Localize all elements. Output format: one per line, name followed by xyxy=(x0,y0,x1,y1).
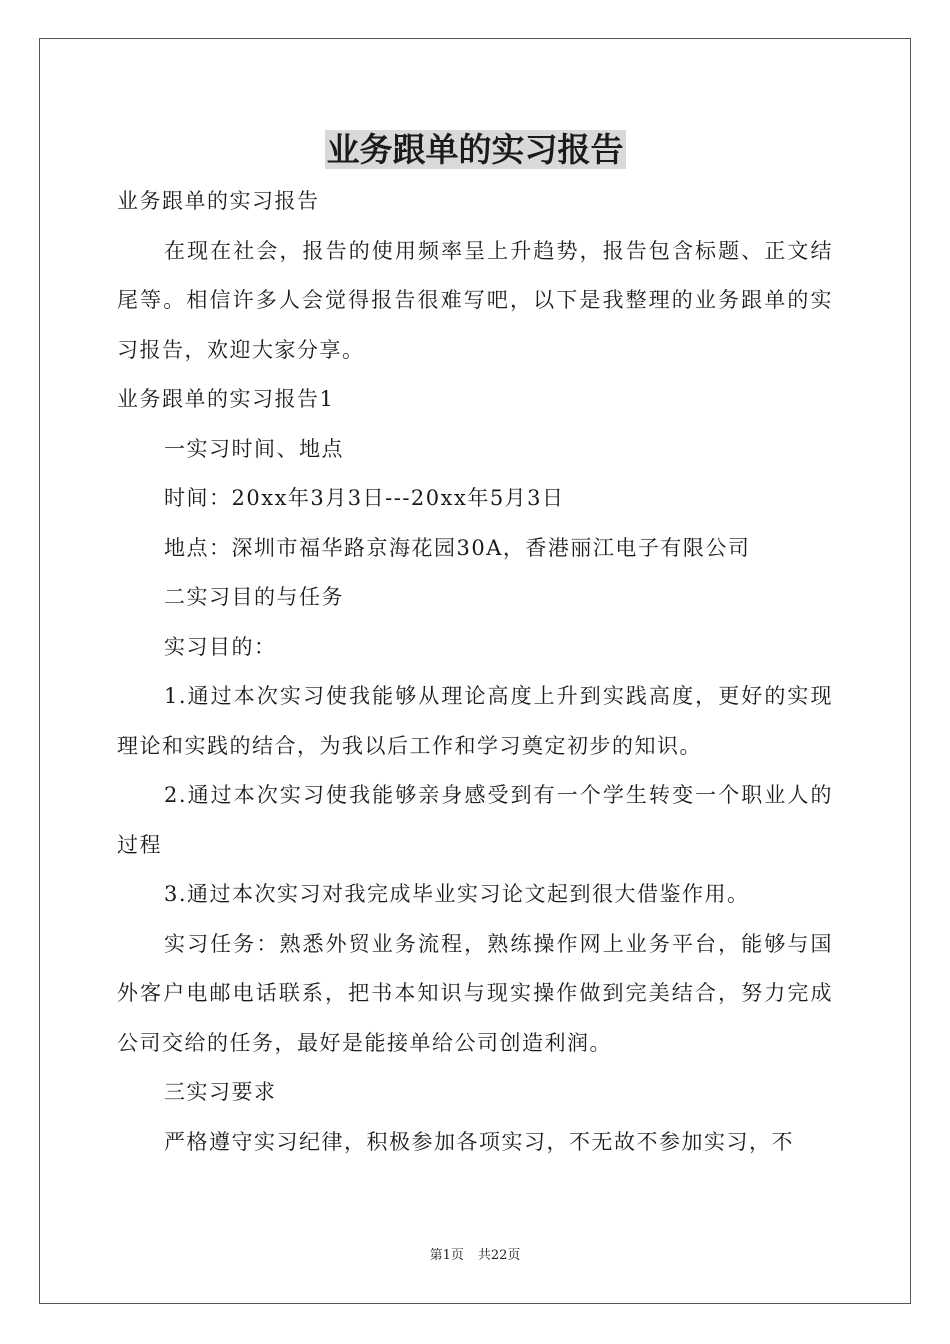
paragraph-requirements: 严格遵守实习纪律，积极参加各项实习，不无故不参加实习，不 xyxy=(164,1129,794,1154)
paragraph-time: 时间：20xx年3月3日---20xx年5月3日 xyxy=(164,486,565,510)
section-heading-requirements: 三实习要求 xyxy=(164,1080,277,1104)
page-footer xyxy=(0,1246,950,1266)
section-heading-purpose-tasks: 二实习目的与任务 xyxy=(164,585,344,609)
section-heading-time-place: 一实习时间、地点 xyxy=(164,436,344,461)
paragraph-tasks: 实习任务：熟悉外贸业务流程，熟练操作网上业务平台，能够与国外客户电邮电话联系，把书本知识与现实操作做到完美结合，努力完成公司交给的任务，最好是能接单给公司创造利润。 xyxy=(117,931,833,1055)
paragraph-purpose-3: 3.通过本次实习对我完成毕业实习论文起到很大借鉴作用。 xyxy=(164,882,750,906)
document-body xyxy=(117,177,833,1167)
paragraph-intro: 在现在社会，报告的使用频率呈上升趋势，报告包含标题、正文结尾等。相信许多人会觉得报告很难写吧，以下是我整理的业务跟单的实习报告，欢迎大家分享。 xyxy=(117,238,833,362)
paragraph-subtitle: 业务跟单的实习报告 xyxy=(117,189,320,213)
paragraph-purpose-2: 2.通过本次实习使我能够亲身感受到有一个学生转变一个职业人的过程 xyxy=(117,783,833,857)
paragraph-purpose-label: 实习目的： xyxy=(164,634,277,659)
paragraph-report-heading: 业务跟单的实习报告1 xyxy=(117,387,335,411)
paragraph-location: 地点：深圳市福华路京海花园30A，香港丽江电子有限公司 xyxy=(164,535,751,560)
page-number: 第1页 xyxy=(429,1248,464,1263)
document-title-text: 业务跟单的实习报告 xyxy=(326,130,624,169)
document-title xyxy=(0,126,950,174)
page-total: 共22页 xyxy=(477,1248,521,1263)
paragraph-purpose-1: 1.通过本次实习使我能够从理论高度上升到实践高度，更好的实现理论和实践的结合，为我以后工作和学习奠定初步的知识。 xyxy=(117,684,833,758)
